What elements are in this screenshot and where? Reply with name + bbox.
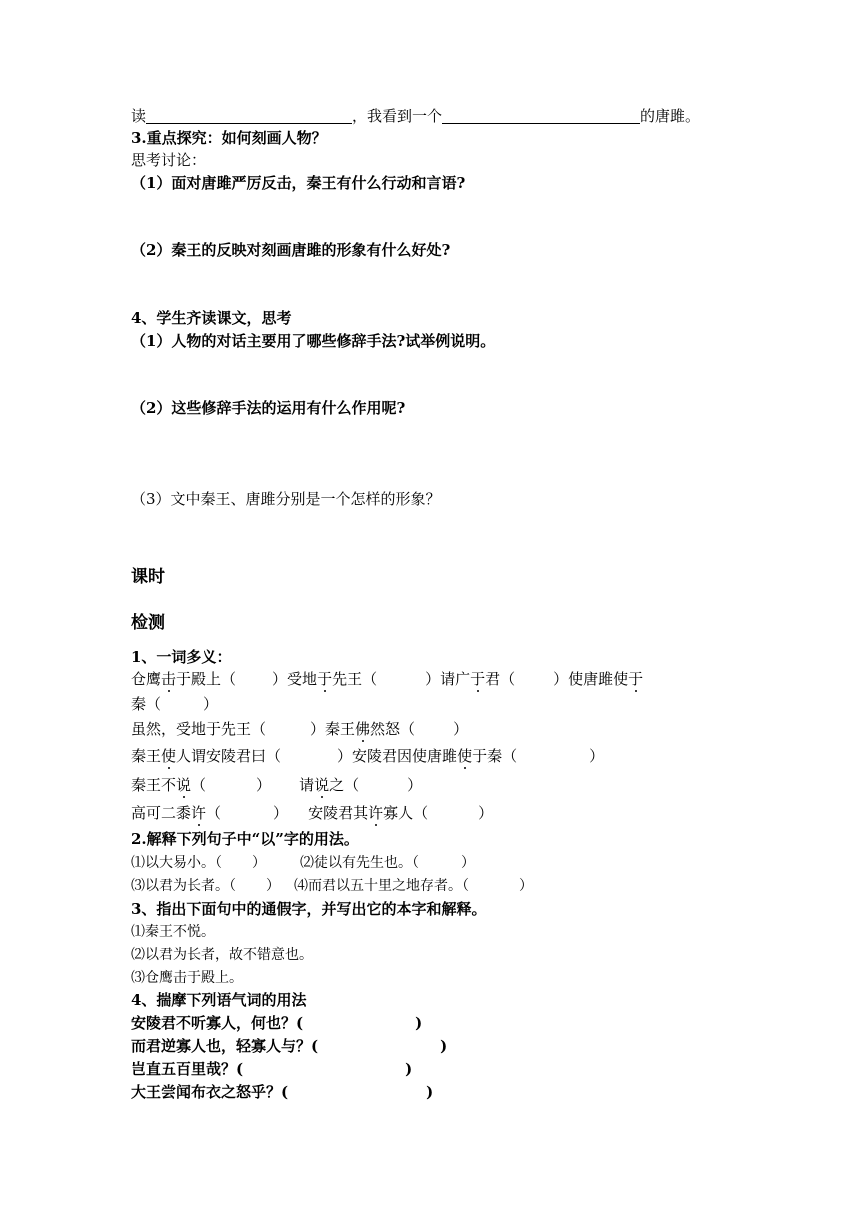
question-4-1: （1）人物的对话主要用了哪些修辞手法?试举例说明。 xyxy=(131,332,496,350)
ex4-line2: 而君逆寡人也，轻寡人与？( ) xyxy=(131,1037,448,1055)
ex3-line3: ⑶仓鹰击于殿上。 xyxy=(131,970,243,986)
ex2-heading: 2.解释下列句子中“以”字的用法。 xyxy=(131,830,359,848)
question-4-2: （2）这些修辞手法的运用有什么作用呢? xyxy=(131,399,406,417)
fill-line-reading xyxy=(131,106,700,126)
ex4-line4: 大王尝闻布衣之怒乎？( ) xyxy=(131,1083,434,1101)
ex3-line2: ⑵以君为长者，故不错意也。 xyxy=(131,947,313,963)
ex4-heading: 4、揣摩下列语气词的用法 xyxy=(131,991,307,1009)
lesson-heading: 课时 xyxy=(131,567,165,587)
ex4-line1: 安陵君不听寡人，何也？( ) xyxy=(131,1014,423,1032)
ex3-heading: 3、指出下面句中的通假字，并写出它的本字和解释。 xyxy=(131,900,487,918)
end-label: 的唐雎。 xyxy=(640,107,701,125)
discuss-label: 思考讨论： xyxy=(131,151,207,169)
question-3-1: （1）面对唐雎严厉反击，秦王有什么行动和言语? xyxy=(131,174,466,192)
ex1-line3: 秦王使人谓安陵君曰（ ）安陵君因使唐雎使于秦（ ） xyxy=(131,747,605,765)
blank-image[interactable] xyxy=(442,108,640,124)
test-heading: 检测 xyxy=(131,613,165,633)
question-4-3: （3）文中秦王、唐雎分别是一个怎样的形象？ xyxy=(131,490,441,508)
ex4-line3: 岂直五百里哉？( ) xyxy=(131,1060,413,1078)
question-3-2: （2）秦王的反映对刻画唐雎的形象有什么好处? xyxy=(131,241,451,259)
ex2-line1: ⑴以大易小。（ ） ⑵徒以有先生也。（ ） xyxy=(131,855,475,871)
section3-heading: 3.重点探究：如何刻画人物？ xyxy=(131,129,327,147)
ex1-line5: 高可二黍许（ ） 安陵君其许寡人（ ） xyxy=(131,804,494,822)
ex2-line2: ⑶以君为长者。（ ） ⑷而君以五十里之地存者。（ ） xyxy=(131,878,533,894)
blank-reading[interactable] xyxy=(146,108,352,124)
ex1-line2: 虽然，受地于先王（ ）秦王佛然怒（ ） xyxy=(131,720,469,738)
ex1-heading: 1、一词多义： xyxy=(131,648,232,666)
read-label: 读 xyxy=(131,107,147,125)
ex1-line1-cont: 秦（ ） xyxy=(131,695,219,713)
ex1-line4: 秦王不说（ ） 请说之（ ） xyxy=(131,776,423,794)
see-label: ，我看到一个 xyxy=(352,107,443,125)
section4-heading: 4、学生齐读课文，思考 xyxy=(131,309,292,327)
ex3-line1: ⑴秦王不悦。 xyxy=(131,924,215,940)
ex1-line1: 仓鹰击于殿上（ ）受地于先王（ ）请广于君（ ）使唐雎使于 xyxy=(131,670,644,688)
